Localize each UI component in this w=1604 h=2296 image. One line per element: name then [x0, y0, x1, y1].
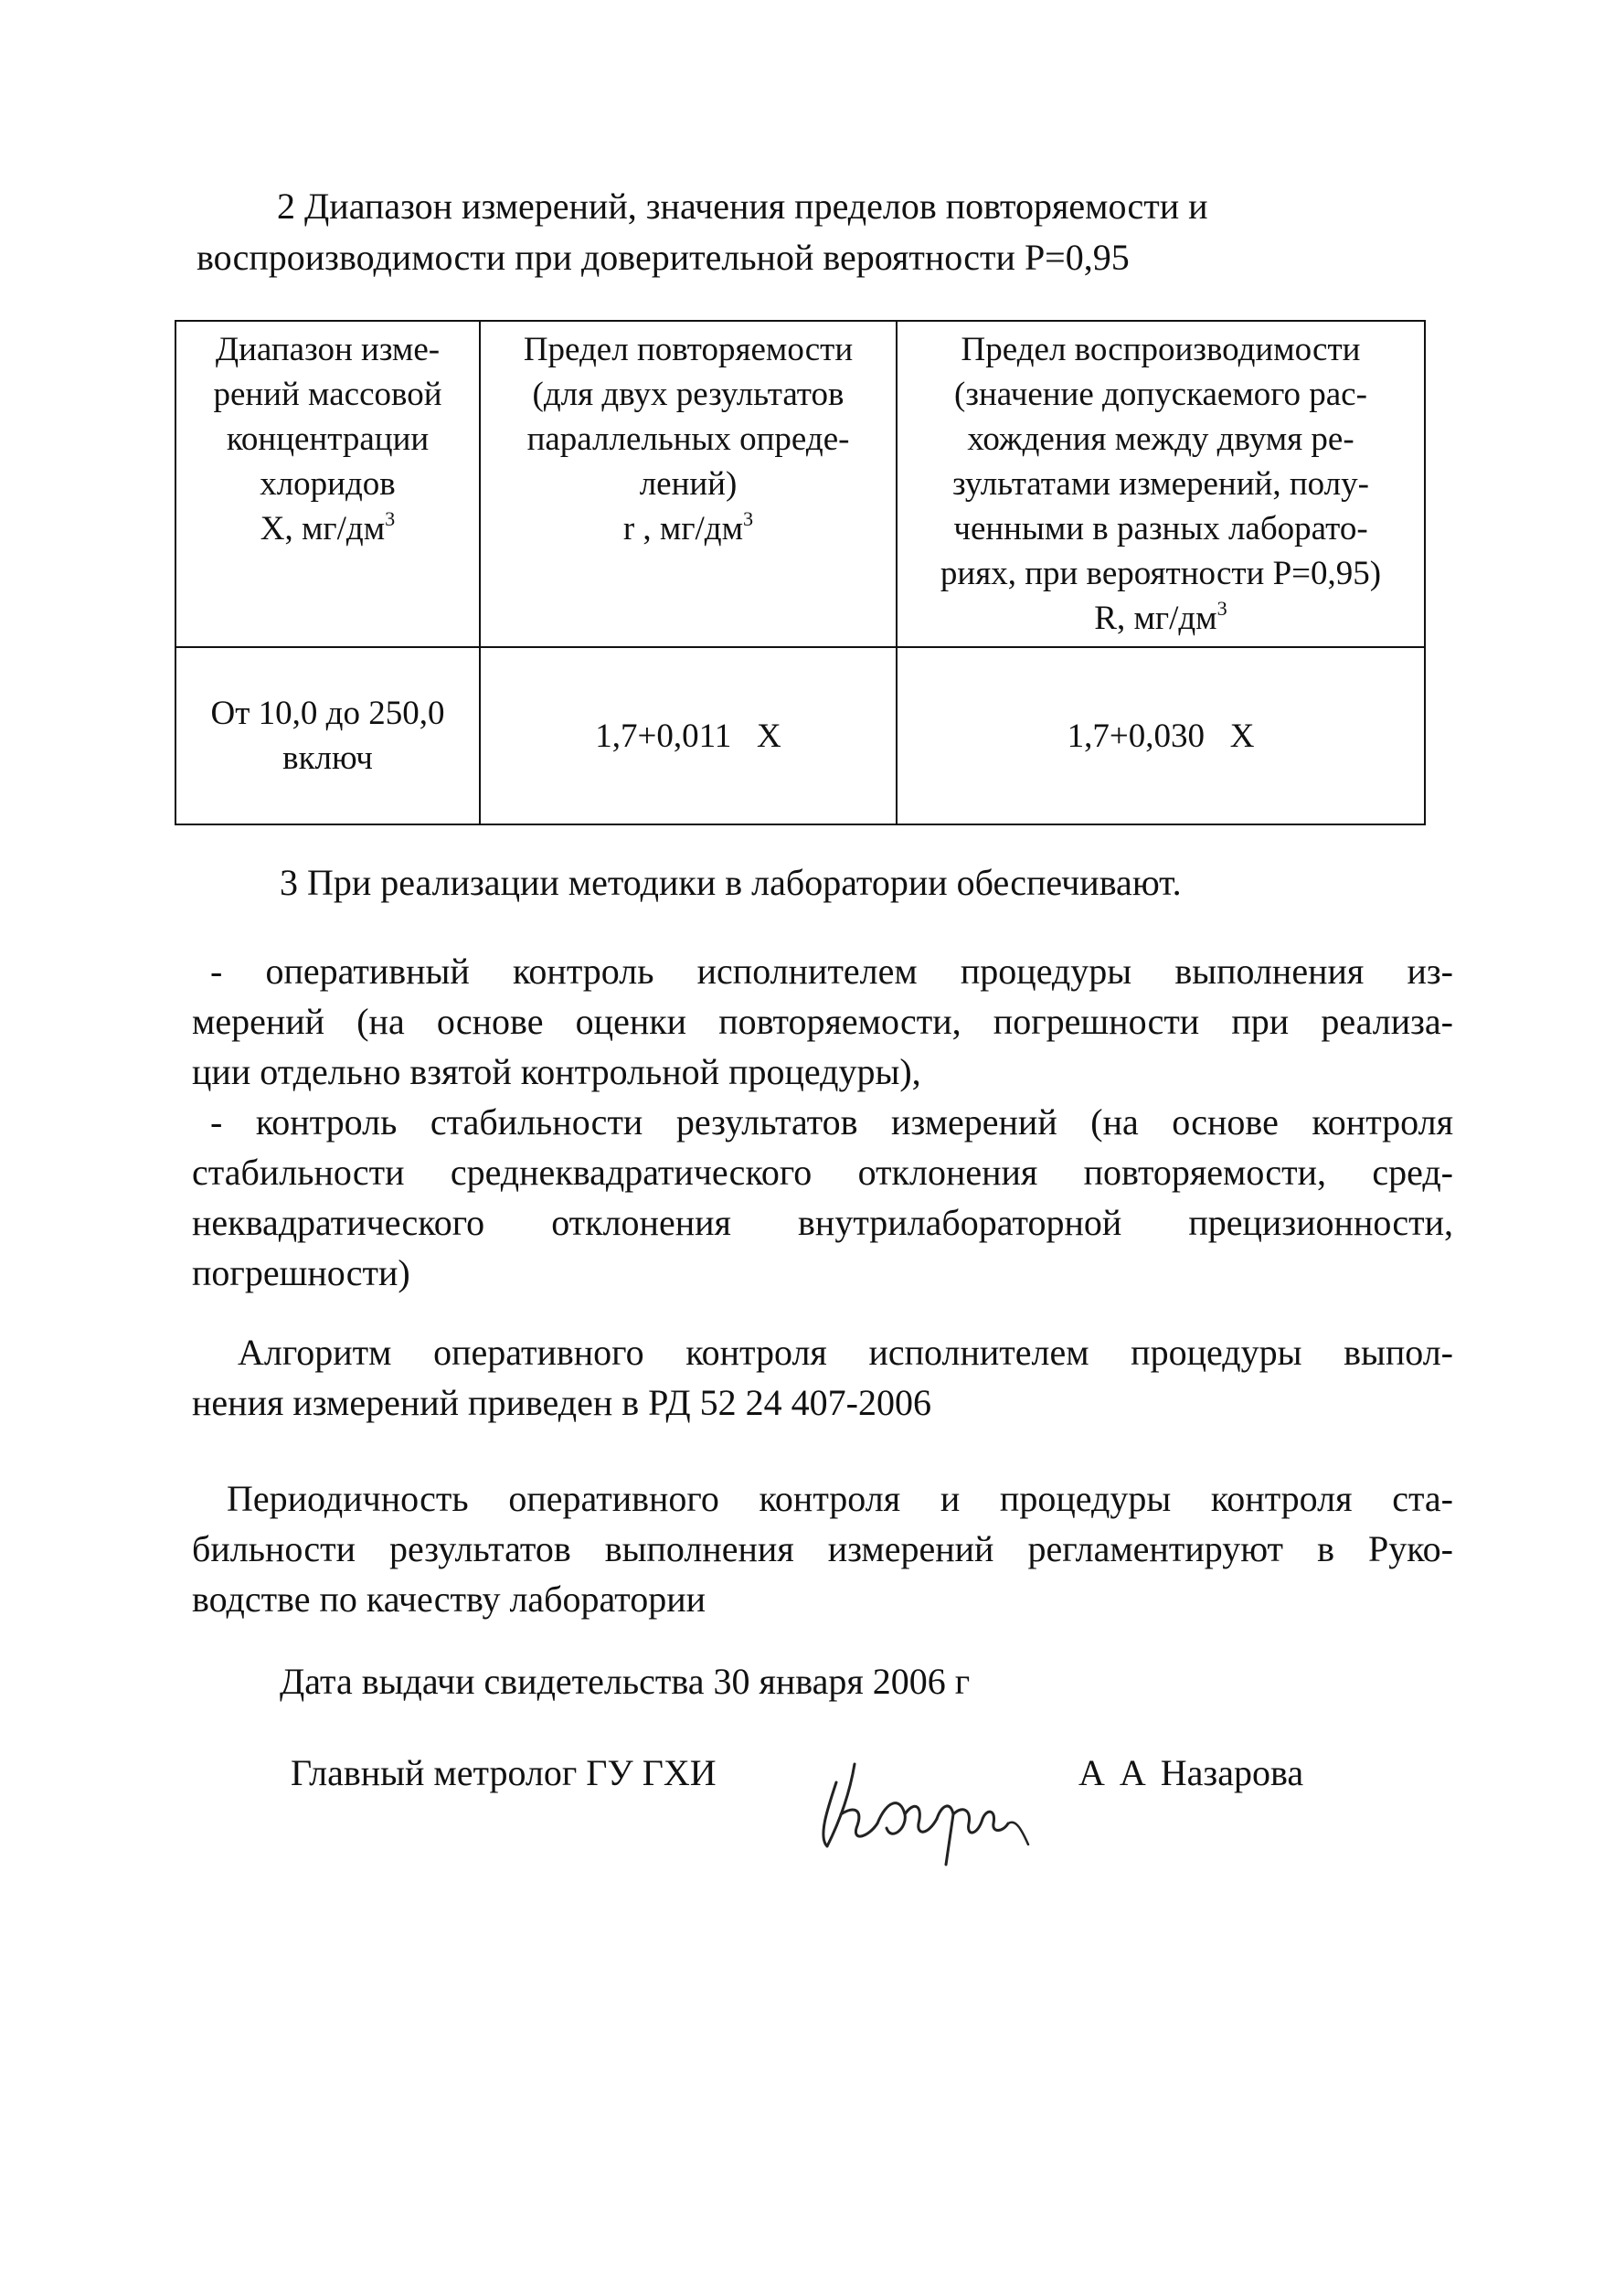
section-3-heading: 3 При реализации методики в лаборатории обеспечивают.	[280, 862, 1182, 903]
header-cell-reproducibility	[897, 321, 1425, 647]
header-cell-repeatability	[480, 321, 897, 647]
header-line: (значение допускаемого рас-	[954, 376, 1367, 413]
header-line: рений массовой	[213, 376, 442, 413]
text-line: мерений (на основе оценки повторяемости, погрешности при реализа-	[192, 1001, 1453, 1042]
section-2-heading-line-1: 2 Диапазон измерений, значения пределов повторяемости и	[277, 186, 1208, 227]
header-line: концентрации	[226, 420, 430, 458]
header-unit	[184, 506, 472, 551]
header-unit	[488, 506, 888, 551]
unit-text: X, мг/дм	[260, 510, 386, 547]
signatory-title: Главный метролог ГУ ГХИ	[291, 1752, 717, 1793]
text-line: - оперативный контроль исполнителем процедуры выполнения из-	[210, 951, 1453, 992]
header-line: Диапазон изме-	[215, 331, 441, 368]
header-unit	[905, 596, 1417, 641]
bullet-stability-control	[192, 1097, 1453, 1298]
bullet-operational-control	[192, 946, 1453, 1097]
cell-reproducibility: 1,7+0,030 X	[897, 647, 1425, 824]
text-line: неквадратического отклонения внутрилабораторной прецизионности,	[192, 1202, 1453, 1243]
header-line: хлоридов	[260, 465, 396, 503]
text-line: Алгоритм оперативного контроля исполнителем процедуры выпол-	[238, 1332, 1453, 1373]
section-2-heading-line-2: воспроизводимости при доверительной вероятности Р=0,95	[197, 237, 1130, 278]
issue-date: Дата выдачи свидетельства 30 января 2006 г	[280, 1661, 971, 1702]
section-2-heading	[197, 181, 1385, 283]
unit-text: R, мг/дм	[1094, 600, 1217, 637]
table-header-row	[175, 321, 1425, 647]
text-line: нения измерений приведен в РД 52 24 407-2006	[192, 1382, 931, 1423]
text-line: водстве по качеству лаборатории	[192, 1578, 706, 1620]
header-line: параллельных опреде-	[526, 420, 850, 458]
header-line: хождения между двумя ре-	[967, 420, 1354, 458]
periodicity-paragraph	[192, 1473, 1453, 1624]
unit-text: r , мг/дм	[622, 510, 744, 547]
header-line: зультатами измерений, полу-	[952, 465, 1369, 503]
header-line: риях, при вероятности Р=0,95)	[940, 555, 1382, 592]
header-cell-range	[175, 321, 480, 647]
unit-power: 3	[743, 506, 754, 530]
cell-repeatability: 1,7+0,011 X	[480, 647, 897, 824]
unit-power: 3	[1216, 596, 1227, 620]
text-line: стабильности среднеквадратического отклонения повторяемости, сред-	[192, 1152, 1453, 1193]
text-line: ции отдельно взятой контрольной процедуры),	[192, 1051, 921, 1092]
header-line: ченными в разных лаборато-	[953, 510, 1368, 547]
header-line: (для двух результатов	[532, 376, 844, 413]
header-line: лений)	[639, 465, 738, 503]
unit-power: 3	[385, 506, 396, 530]
text-line: бильности результатов выполнения измерений регламентируют в Руко-	[192, 1528, 1453, 1569]
measurement-ranges-table	[175, 320, 1426, 825]
cell-range	[175, 647, 480, 824]
header-line: Предел воспроизводимости	[961, 331, 1361, 368]
text-line: Периодичность оперативного контроля и процедуры контроля ста-	[227, 1478, 1453, 1519]
header-line: Предел повторяемости	[523, 331, 854, 368]
signatory-name: А А Назарова	[1078, 1752, 1304, 1793]
algorithm-paragraph	[192, 1327, 1453, 1428]
text-line: - контроль стабильности результатов измерений (на основе контроля	[210, 1101, 1453, 1143]
text-line: погрешности)	[192, 1252, 410, 1293]
table-row	[175, 647, 1425, 824]
range-line-2: включ	[282, 739, 373, 777]
range-line-1: От 10,0 до 250,0	[210, 695, 445, 732]
handwritten-signature	[800, 1727, 1037, 1874]
